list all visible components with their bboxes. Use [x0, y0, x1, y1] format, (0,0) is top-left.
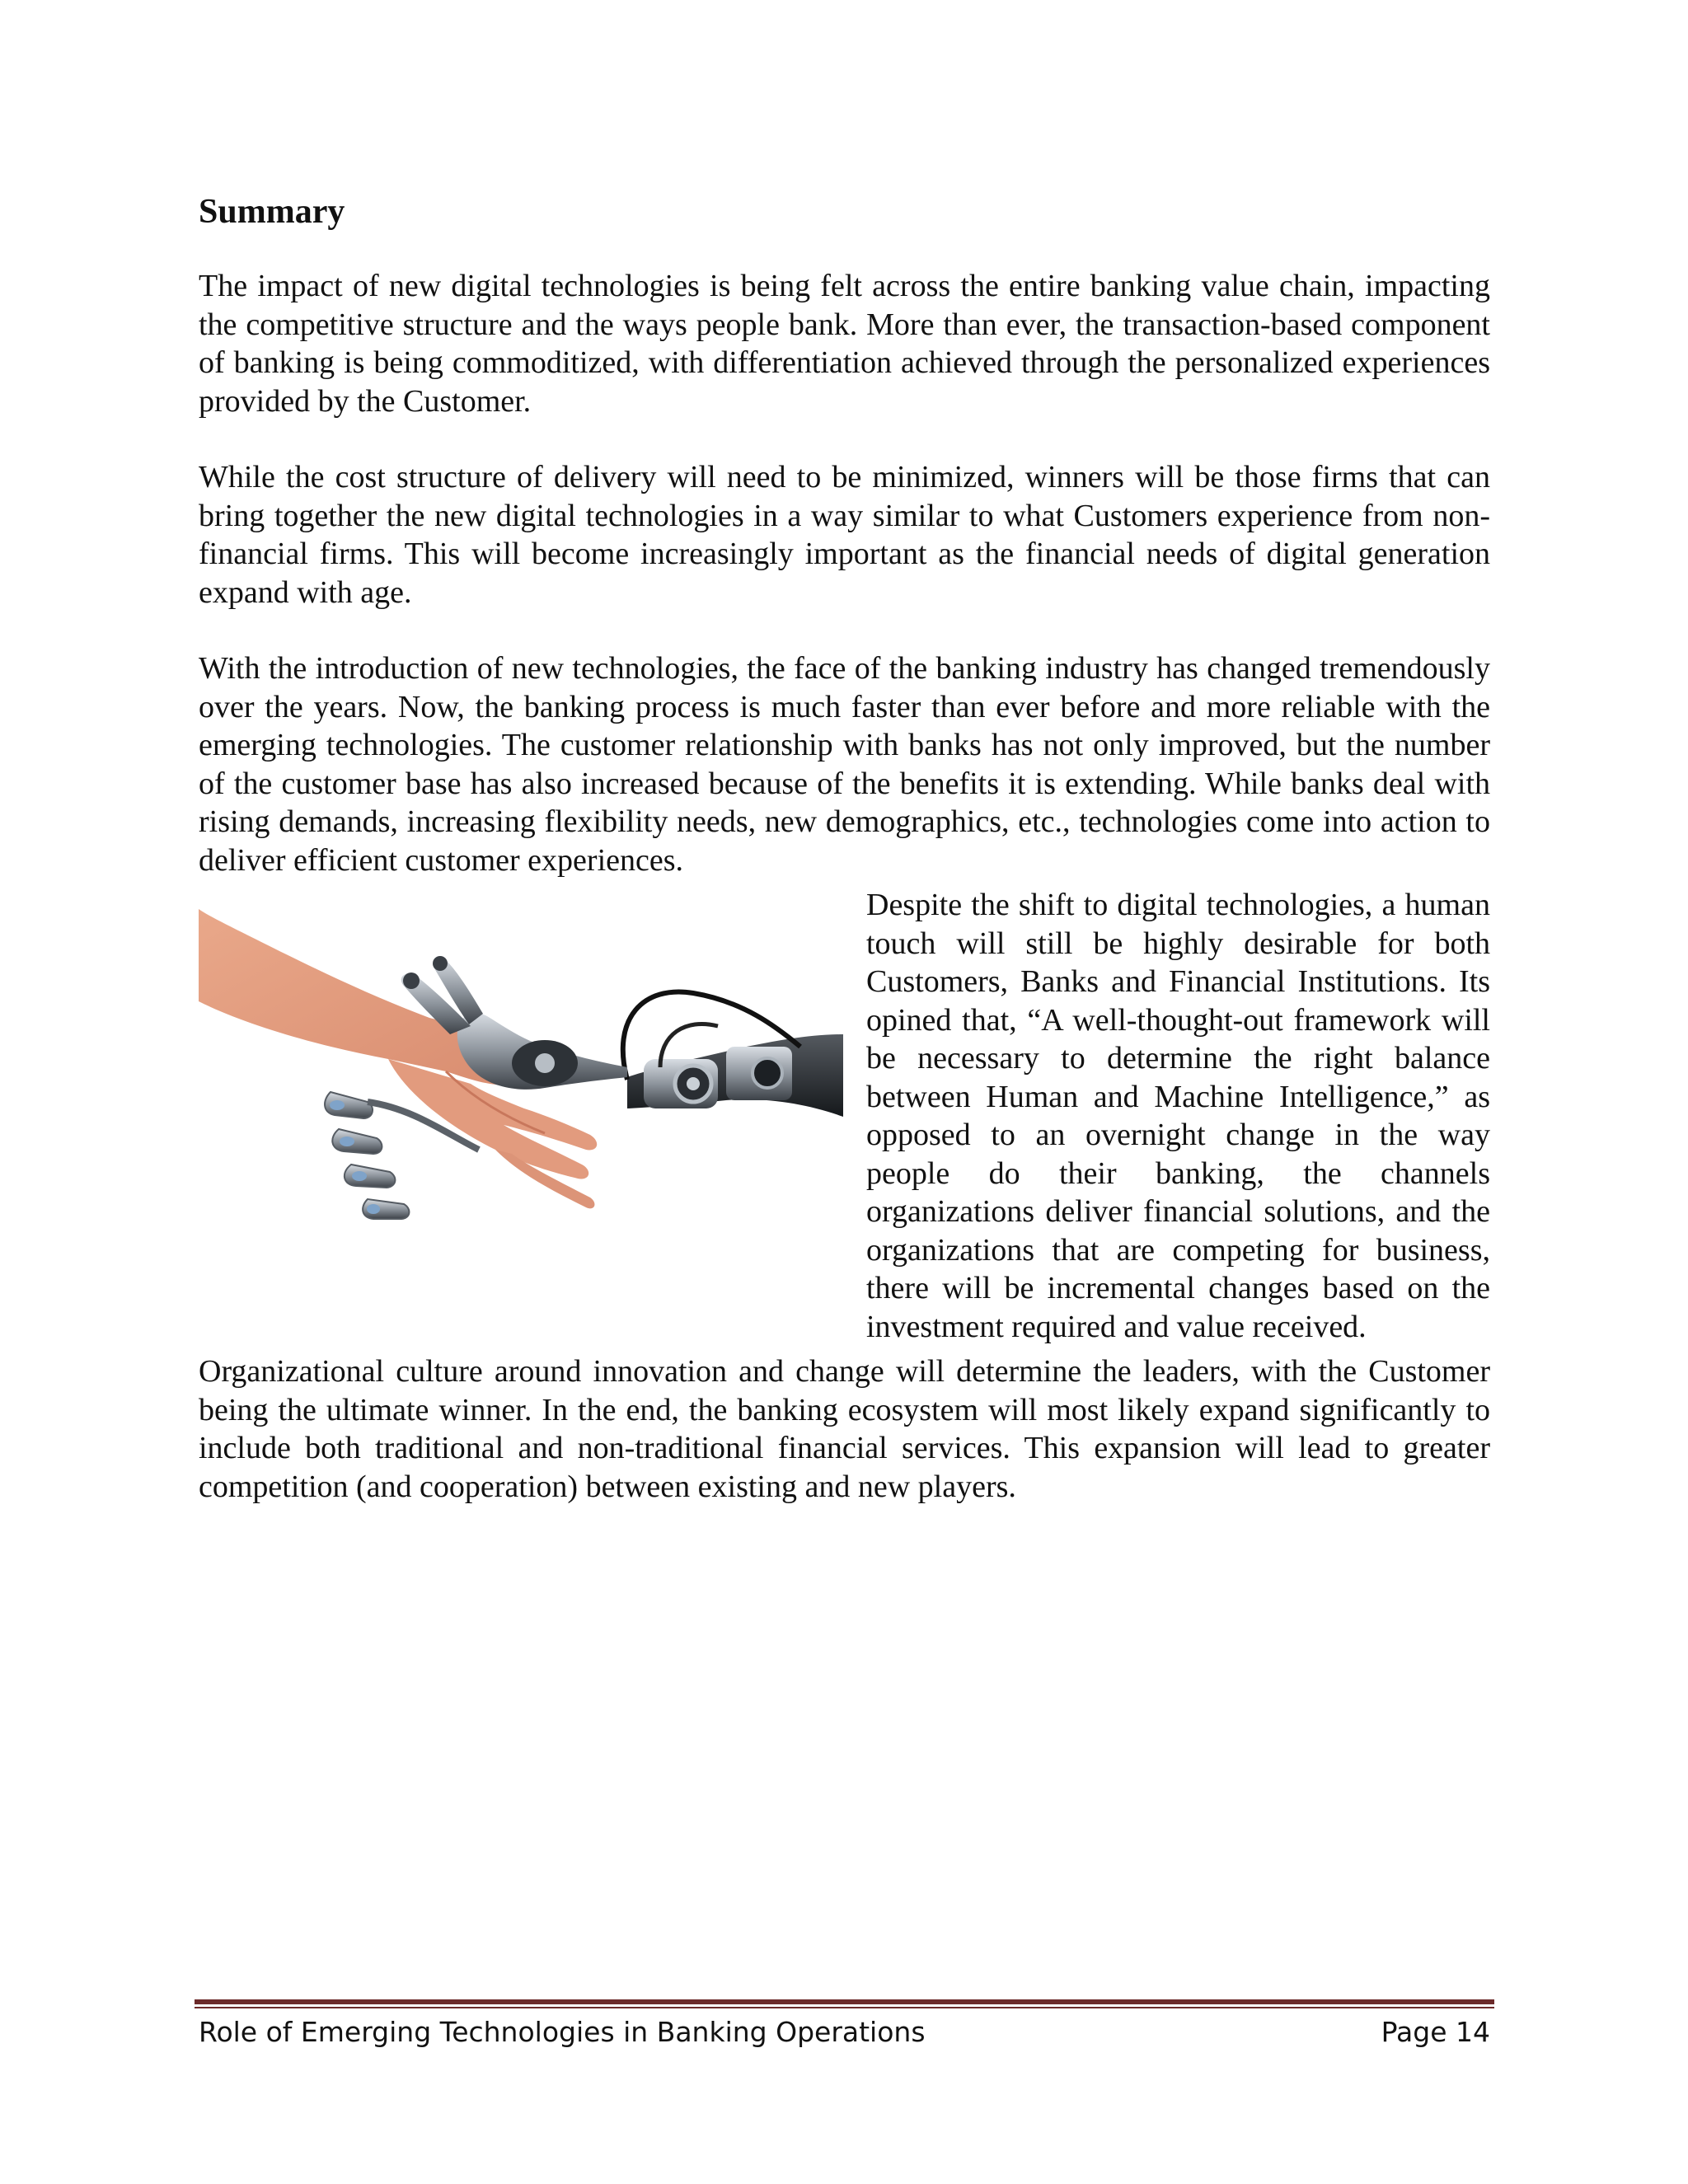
handshake-illustration: [199, 902, 843, 1265]
footer-rule: [195, 1999, 1494, 2008]
footer-document-title: Role of Emerging Technologies in Banking Operations: [199, 2016, 926, 2048]
page-content: [199, 191, 1490, 1544]
paragraph-3: With the introduction of new technologies, the face of the banking industry has changed tremendously over the years. Now, the banking process is much faster than ever before and more reliable with the emerging technologies. The customer relationship with banks has not only improved, but the number of the customer base has also increased because of the benefits it is extending. While banks deal with rising demands, increasing flexibility needs, new demographics, etc., technologies come into action to deliver efficient customer experiences.: [199, 651, 1490, 878]
figure-row: [199, 886, 1490, 1346]
paragraph-1: The impact of new digital technologies is being felt across the entire banking value chain, impacting the competitive structure and the ways people bank. More than ever, the transaction-based component of banking is being commoditized, with differentiation achieved through the personalized experiences provided by the Customer.: [199, 269, 1490, 419]
footer-page-number: Page 14: [1381, 2016, 1490, 2048]
closing-paragraph: Organizational culture around innovation and change will determine the leaders, with the Customer being the ultimate winner. In the end, the banking ecosystem will most likely expand significantly to include both traditional and non-traditional financial services. This expansion will lead to greater competition (and cooperation) between existing and new players.: [199, 1354, 1490, 1504]
side-paragraph: Despite the shift to digital technologies, a human touch will still be highly desirable for both Customers, Banks and Financial Institutions. Its opined that, “A well-thought-out framework will be necessary to determine the right balance between Human and Machine Intelligence,” as opposed to an overnight change in the way people do their banking, the channels organizations deliver financial solutions, and the organizations that are competing for business, there will be incremental changes based on the investment required and value received.: [866, 888, 1490, 1344]
section-title: Summary: [199, 193, 345, 231]
paragraph-2: While the cost structure of delivery will need to be minimized, winners will be those firms that can bring together the new digital technologies in a way similar to what Customers experience from non-financial firms. This will become increasingly important as the financial needs of digital generation expand with age.: [199, 460, 1490, 610]
page-footer: [199, 2014, 1490, 2050]
